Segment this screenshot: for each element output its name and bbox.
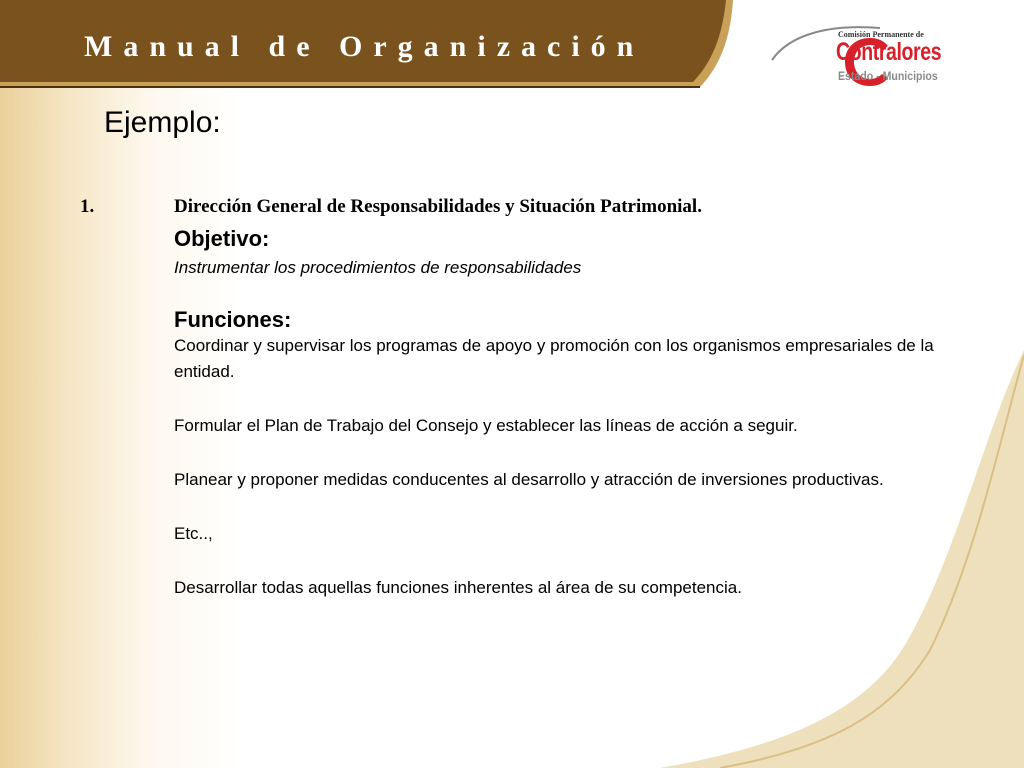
- functions-heading: Funciones:: [174, 307, 292, 332]
- document-title: Manual de Organización: [84, 30, 645, 63]
- function-item: Etc..,: [174, 524, 213, 543]
- logo-small-text: Comisión Permanente de: [838, 30, 924, 39]
- item-number: 1.: [80, 196, 95, 217]
- logo-name: Contralores: [836, 38, 942, 66]
- objective-heading: Objetivo:: [174, 226, 270, 251]
- function-item: Coordinar y supervisar los programas de apoyo y promoción con los organismos empresariales de la entidad.: [174, 336, 934, 381]
- logo-subtitle: Estado - Municipios: [838, 69, 938, 83]
- function-item: Planear y proponer medidas conducentes al desarrollo y atracción de inversiones productivas.: [174, 470, 884, 489]
- objective-text: Instrumentar los procedimientos de responsabilidades: [174, 258, 582, 277]
- item-content: [174, 226, 964, 629]
- example-heading: Ejemplo:: [104, 106, 221, 139]
- item-title: Dirección General de Responsabilidades y Situación Patrimonial.: [174, 196, 702, 217]
- function-item: Formular el Plan de Trabajo del Consejo y establecer las líneas de acción a seguir.: [174, 416, 798, 435]
- function-item: Desarrollar todas aquellas funciones inherentes al área de su competencia.: [174, 578, 742, 597]
